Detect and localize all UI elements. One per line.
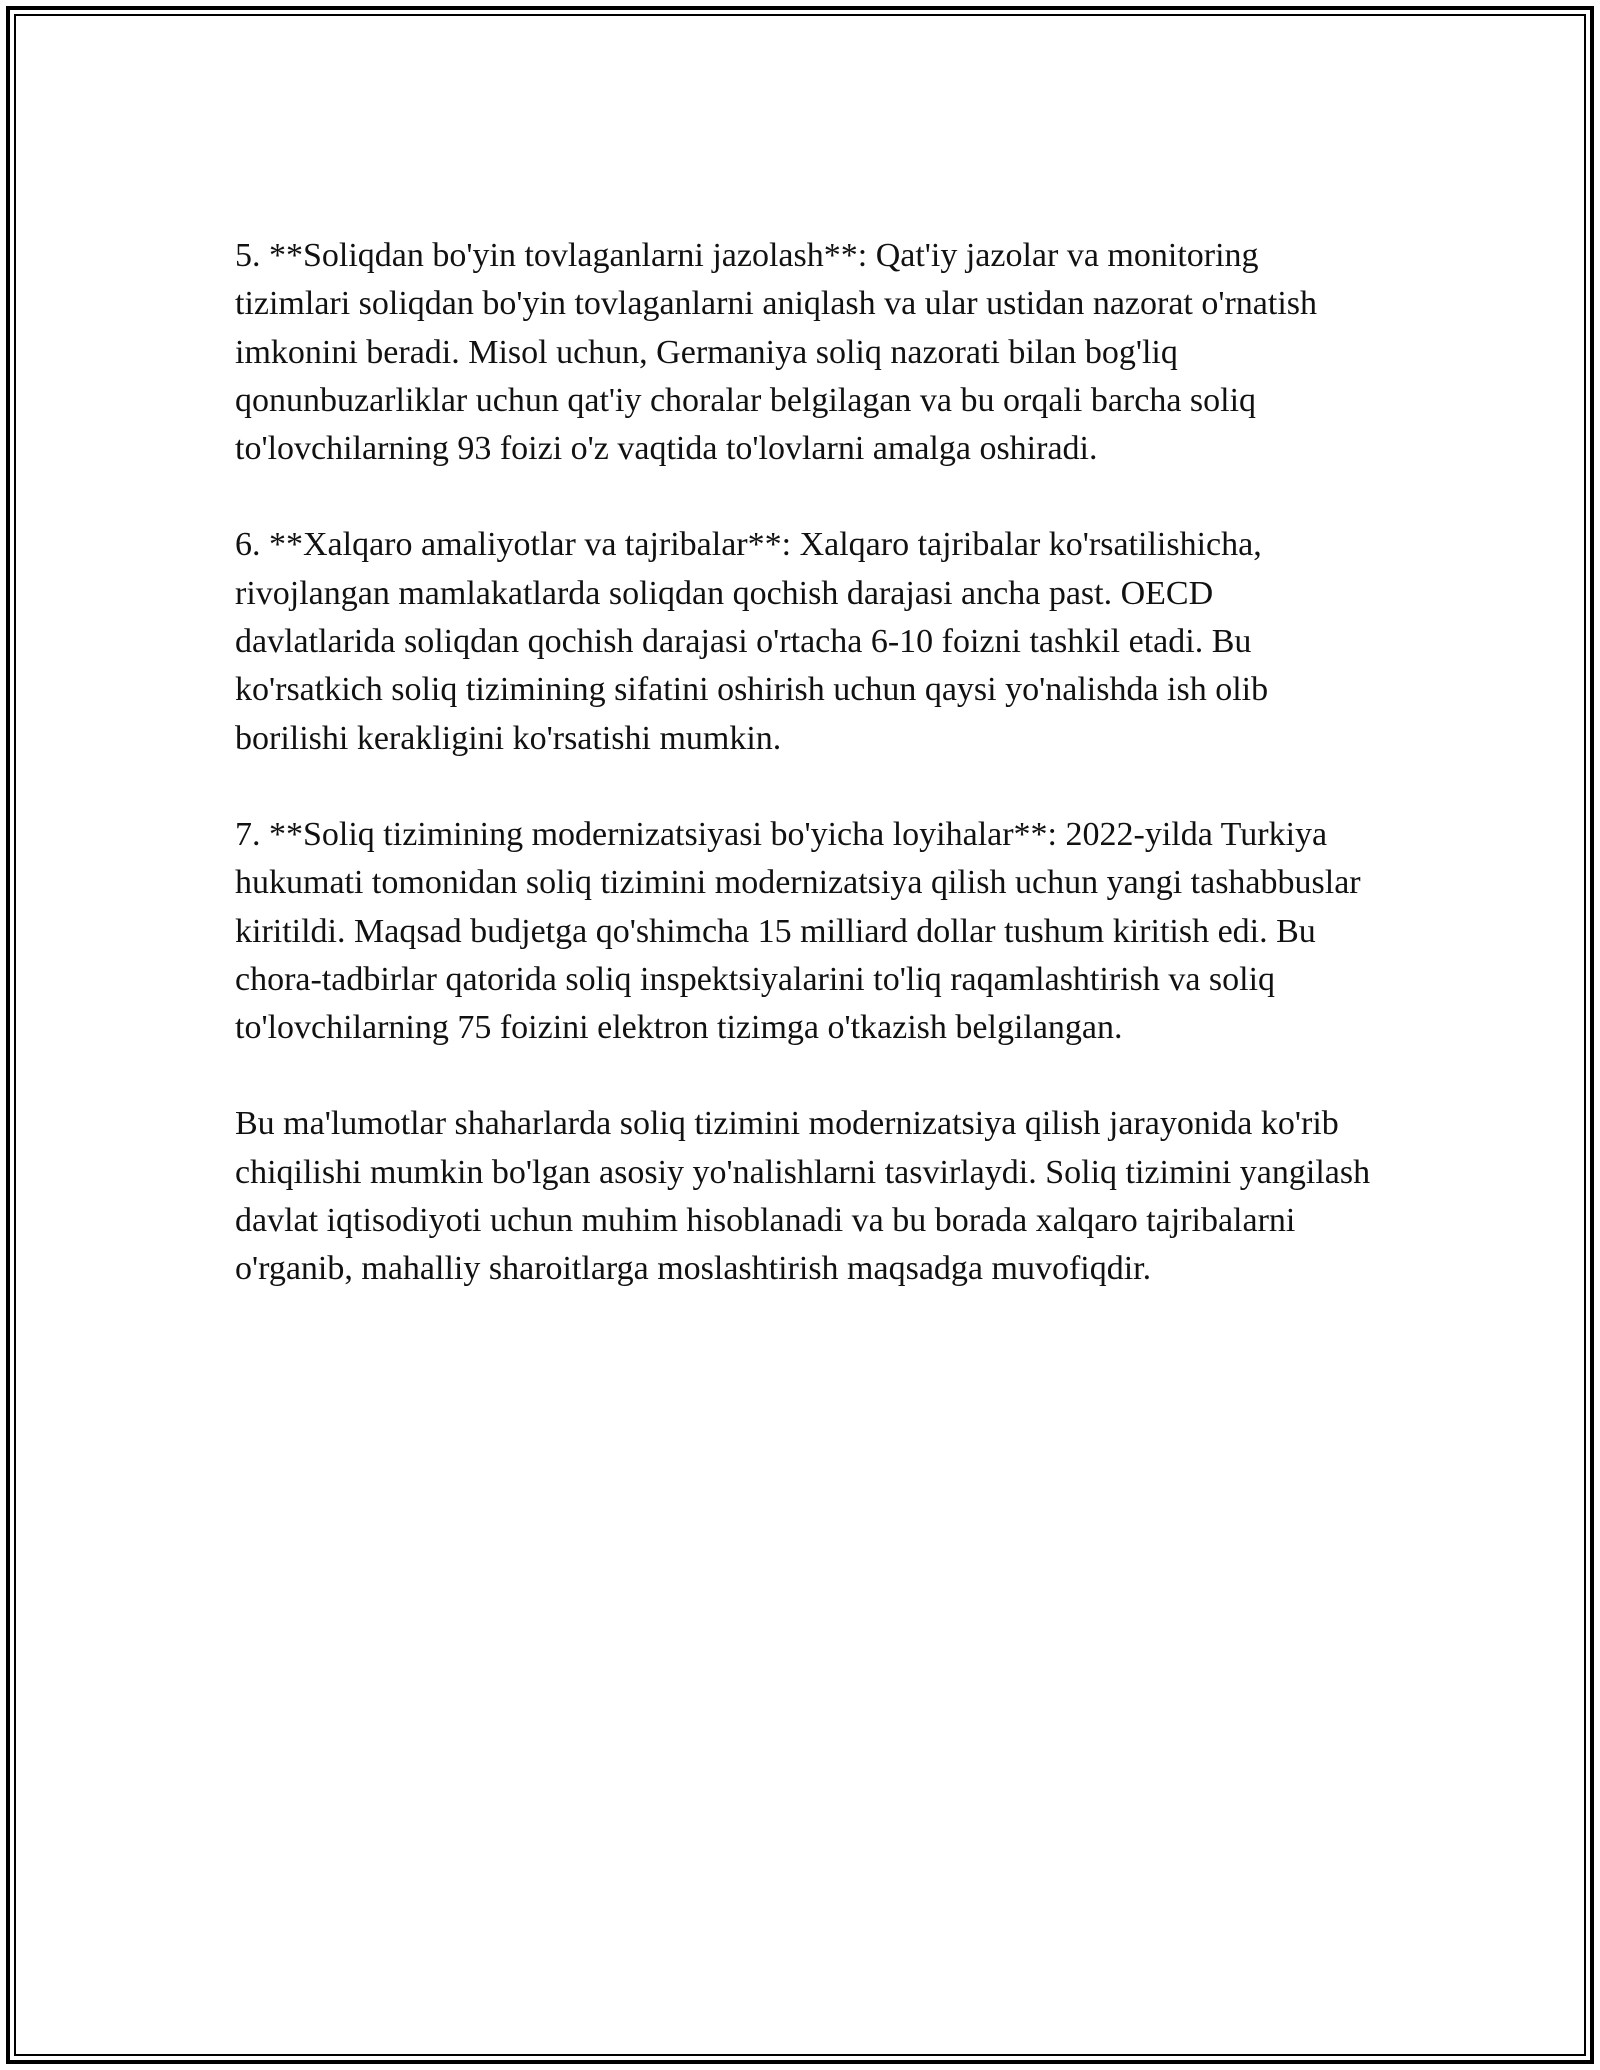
paragraph-item-6: 6. **Xalqaro amaliyotlar va tajribalar**: Xalqaro tajribalar ko'rsatilishicha, rivojlangan mamlakatlarda soliqdan qochish darajasi ancha past. OECD davlatlarida soliqdan qochish darajasi o'rtacha 6-10 foizni tashkil etadi. Bu ko'rsatkich soliq tizimining sifatini oshirish uchun qaysi yo'nalishda ish olib borilishi kerakligini ko'rsatishi mumkin. [235,526,1269,757]
paragraph-item-5: 5. **Soliqdan bo'yin tovlaganlarni jazolash**: Qat'iy jazolar va monitoring tizimlari soliqdan bo'yin tovlaganlarni aniqlash va ular ustidan nazorat o'rnatish imkonini beradi. Misol uchun, Germaniya soliq nazorati bilan bog'liq qonunbuzarliklar uchun qat'iy choralar belgilagan va bu orqali barcha soliq to'lovchilarning 93 foizi o'z vaqtida to'lovlarni amalga oshiradi. [235,237,1318,468]
paragraph-conclusion: Bu ma'lumotlar shaharlarda soliq tizimini modernizatsiya qilish jarayonida ko'rib chiqilishi mumkin bo'lgan asosiy yo'nalishlarni tasvirlaydi. Soliq tizimini yangilash davlat iqtisodiyoti uchun muhim hisoblanadi va bu borada xalqaro tajribalarni o'rganib, mahalliy sharoitlarga moslashtirish maqsadga muvofiqdir. [235,1105,1371,1288]
paragraph-item-7: 7. **Soliq tizimining modernizatsiyasi bo'yicha loyihalar**: 2022-yilda Turkiya hukumati tomonidan soliq tizimini modernizatsiya qilish uchun yangi tashabbuslar kiritildi. Maqsad budjetga qo'shimcha 15 milliard dollar tushum kiritish edi. Bu chora-tadbirlar qatorida soliq inspektsiyalarini to'liq raqamlashtirish va soliq to'lovchilarning 75 foizini elektron tizimga o'tkazish belgilangan. [235,815,1361,1047]
document-body [235,232,1375,1342]
